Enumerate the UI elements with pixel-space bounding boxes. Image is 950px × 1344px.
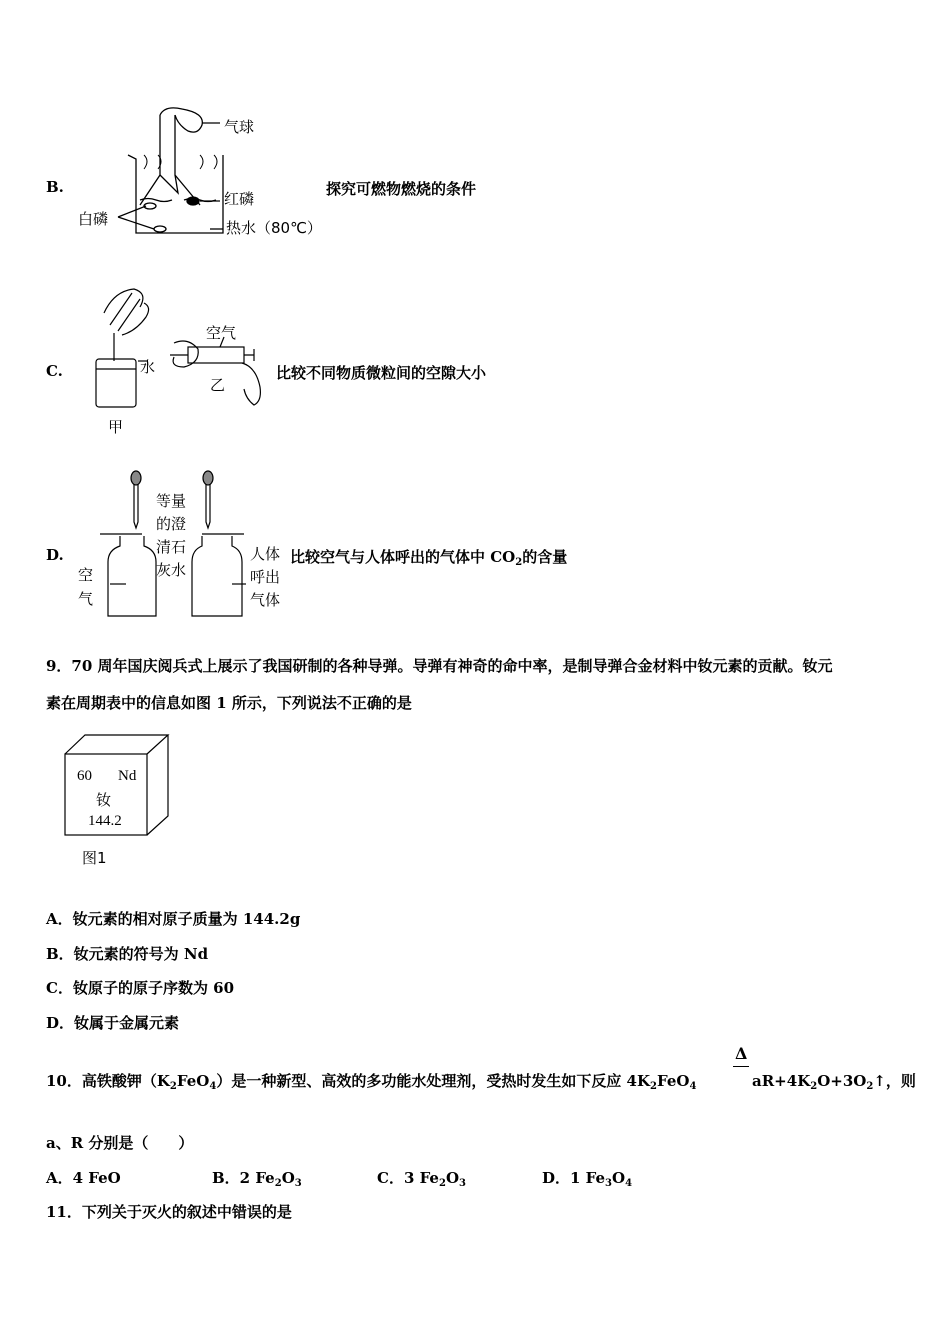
option-c-letter: C.: [46, 362, 63, 380]
label-red-phosphorus: 红磷: [224, 190, 255, 208]
label-water: 水: [140, 358, 156, 376]
option-d-description: 比较空气与人体呼出的气体中 $CO_2$的含量: [290, 548, 568, 568]
label-yi: 乙: [210, 376, 226, 394]
q9-option-b: B．钕元素的符号为 Nd: [46, 945, 209, 963]
label-hot-water: 热水（80℃）: [226, 219, 322, 237]
q10-option-b: B．2 $Fe_2O_3$: [212, 1169, 302, 1189]
label-limewater-1: 等量: [156, 492, 187, 510]
q10-option-a: A．4 FeO: [46, 1169, 121, 1187]
label-white-phosphorus: 白磷: [78, 210, 109, 228]
q10-option-c: C．3 $Fe_2O_3$: [377, 1169, 466, 1189]
q10-stem-line1: 10．高铁酸钾$(K_2FeO_4)$是一种新型、高效的多功能水处理剂，受热时发生如下反应 $4K_2FeO_4$: [46, 1072, 697, 1092]
label-breath-1: 人体: [250, 545, 281, 563]
q9-option-a: A．钕元素的相对原子质量为 144.2g: [46, 910, 301, 928]
heat-arrow-bar: [733, 1066, 749, 1067]
label-air: 空气: [206, 324, 237, 342]
element-mass: 144.2: [88, 813, 122, 829]
label-breath-2: 呼出: [250, 568, 281, 586]
q10-option-d: D．1 $Fe_3O_4$: [542, 1169, 633, 1189]
element-symbol: Nd: [118, 768, 137, 784]
q10-stem-products: $aR+4K_2O+3O_2↑$，则: [752, 1072, 916, 1092]
label-breath-3: 气体: [250, 591, 281, 609]
option-d-letter: D.: [46, 546, 64, 564]
label-air-1: 空: [78, 566, 94, 584]
heat-symbol: Δ: [735, 1044, 748, 1063]
label-limewater-4: 灰水: [156, 561, 187, 579]
syringe-compression-diagram: [92, 285, 272, 415]
q10-stem-line2: a、R 分别是（ ）: [46, 1134, 194, 1152]
option-b-description: 探究可燃物燃烧的条件: [326, 180, 477, 198]
label-balloon: 气球: [224, 118, 255, 136]
q9-option-c: C．钕原子的原子序数为 60: [46, 979, 235, 997]
option-b-letter: B.: [46, 178, 64, 196]
label-jia: 甲: [108, 418, 124, 436]
q9-option-d: D．钕属于金属元素: [46, 1014, 180, 1032]
label-limewater-3: 清石: [156, 538, 187, 556]
q9-stem-line1: 9．70 周年国庆阅兵式上展示了我国研制的各种导弹。导弹有神奇的命中率，是制导弹合金材料中钕元素的贡献。钕元: [46, 657, 833, 675]
q9-stem-line2: 素在周期表中的信息如图 1 所示，下列说法不正确的是: [46, 694, 412, 712]
figure-caption: 图1: [82, 849, 107, 867]
label-limewater-2: 的澄: [156, 515, 187, 533]
q11-stem: 11．下列关于灭火的叙述中错误的是: [46, 1203, 292, 1221]
option-c-description: 比较不同物质微粒间的空隙大小: [276, 364, 487, 382]
element-number: 60: [77, 768, 92, 784]
label-air-2: 气: [78, 590, 94, 608]
element-name: 钕: [96, 791, 112, 809]
